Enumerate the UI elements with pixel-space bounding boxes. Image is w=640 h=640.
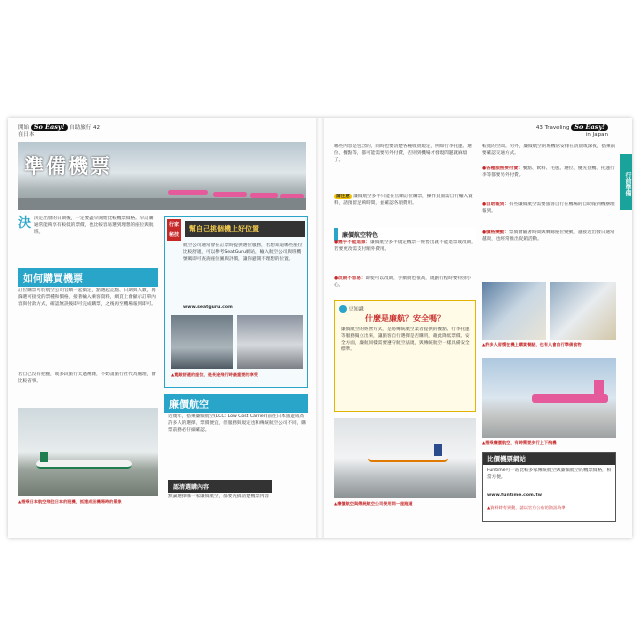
- page-number-right: 43: [535, 125, 543, 131]
- runway-photo: [334, 418, 476, 498]
- tip-label: 行家 秘技: [167, 219, 181, 241]
- book-spread: [8, 118, 632, 538]
- section-lcc-title: 廉價航空: [164, 394, 308, 413]
- feature-2: ●改期不容易：即使可以改期，手續費也很高，規劃行程時要特別小心。: [334, 276, 472, 288]
- subsection-title: 認清選購內容: [168, 480, 272, 493]
- notice-block: [334, 194, 476, 224]
- buy-text-2: 若自己沒有把握，或多段旅行太過複雜，不妨請旅行社代為處理，會比較省事。: [18, 372, 156, 384]
- photo1-caption: ▲搭乘日本航空飛往日本的班機，抵達成田機場時的景象: [18, 499, 122, 504]
- info-icon: [339, 305, 347, 313]
- lcc-text: 近幾年，搭乘廉價航空(LCC: Low Cost Carrier)前往日本旅遊成為許多人的選擇，票價便宜，但服務與規定也和傳統航空公司不同，購票前務必仔細確認。: [168, 414, 306, 433]
- drop-cap: 決: [18, 216, 32, 231]
- section-buy-title: 如何購買機票: [18, 268, 158, 287]
- airport-photo-1: [18, 408, 158, 496]
- tip-box: [164, 216, 308, 388]
- seat-photo-1: [171, 315, 233, 369]
- seat-photo-2: [237, 315, 303, 369]
- compare-text: Funtime可一站比較多家傳統航空與廉價航空的機票價格，相當方便。: [487, 468, 612, 480]
- header-small-text: 開始: [18, 125, 30, 131]
- compare-url[interactable]: www.funtime.com.tw: [487, 493, 542, 498]
- item-3: ●價格變動：票價會隨著時間與剩餘座位變動，越接近出發日通常越貴，也經常推出促銷活動。: [482, 230, 615, 242]
- title-banner-photo: [18, 142, 306, 210]
- feature-1: ●幾乎不能退票：廉價航空多半規定機票一經售出就不能退票或改期，若要更改需支付額外費用。: [334, 240, 476, 252]
- item-1: ●各種服務要付費：餐點、飲料、毛毯、選位、優先登機、托運行李等都要另外付費。: [482, 166, 615, 178]
- header-series-right: Traveling: [544, 125, 570, 131]
- question-title: 什麼是廉航？安全嗎？: [365, 314, 445, 323]
- left-page-header: [18, 124, 100, 139]
- meal-photo-1: [482, 282, 546, 340]
- compare-note: ▲資料時有異動，請以官方公布的資訊為準: [487, 505, 566, 510]
- series-logo-right: So Easy!: [571, 124, 608, 131]
- series-logo: So Easy!: [31, 124, 68, 131]
- subsection-text: 無論選擇哪一家廉價航空，都要先搞清楚機票內容: [168, 494, 270, 499]
- right-page: [322, 118, 632, 538]
- question-box: [334, 300, 476, 412]
- tip-text: 航空公司通常會在訂票時提供選位服務，若想知道哪些座位比較舒適，可以參考SeatGuru網站，輸入航空公司與班機號碼即可查詢座位圖與評價，讓你避開不理想的位置。: [183, 243, 303, 262]
- buy-text: 訂位購票可於航空公司官網一起搞定，點選起訖點、日期與人數，再篩選可接受的票種和價格，接著輸入乘客資料，網頁上會顯示訂單內容與付款方式，確認無誤後即可完成購票，之後再至機場報到即可。: [18, 288, 156, 307]
- page-number: 42: [93, 125, 101, 131]
- question-text: 廉價航空的經營方式，是將傳統航空業者提供的餐點、行李托運等服務獨立出來，讓旅客自行選擇是否購買，藉此降低票價。安全方面，廉航同樣需要遵守航空法規，與傳統航空一樣具備安全標準。: [341, 327, 470, 353]
- photo2-caption: ▲寬敞舒適的座位，是長途飛行時最重要的享受: [171, 372, 258, 377]
- top-text: 哪些內容是包含的，同時也要清楚各種收費規定，例如行李托運、選位、餐點等，都可能需要另外付費，否則到機場才發現問題就麻煩了。: [334, 144, 472, 163]
- compare-box: [482, 452, 616, 522]
- tarmac-photo: [482, 358, 616, 438]
- tip-url: www.seatguru.com: [183, 305, 233, 310]
- question-label: 豆知識: [339, 305, 364, 313]
- photo-jet-caption: ▲廉價航空與傳統航空公司使用同一座跑道: [334, 501, 413, 506]
- left-page: [8, 118, 318, 538]
- header-series: 自助旅行: [69, 125, 92, 131]
- side-tab: 行前準備: [620, 154, 632, 210]
- notice-text: 廉價航空多半只能在官網訂位購票，操作頁面需自行輸入資料，請預留足夠時間，並確認各項費用。: [334, 194, 473, 206]
- item-2: ●自助報到：有些廉價航空需要旅客自行在機場的自助報到機辦理報到。: [482, 202, 615, 214]
- meal-photo-2: [550, 282, 616, 340]
- page-title: 準備機票: [24, 154, 112, 178]
- lcc-features-title: 廉價航空特色: [334, 228, 476, 241]
- compare-title: 比價機票網站: [483, 453, 615, 465]
- col2-text-1: 較寬的空間。另外，廉價航空的班機常安排在清晨或深夜，搭乘前要確認交通方式。: [482, 144, 616, 156]
- right-page-header: [536, 124, 608, 139]
- intro-text: 決定出發的日期後，一定要盡早開始比較機票價格。早訂購通常能夠享有較低的票價，也比較容易選到理想的座位與航班。: [34, 216, 154, 235]
- header-sub-right: in Japan: [585, 132, 608, 138]
- notice-label: 請注意: [336, 194, 350, 199]
- tip-title: 幫自己挑個機上好位置: [185, 221, 305, 237]
- photo-tarmac-caption: ▲搭乘廉價航空，有時需要步行上下飛機: [482, 440, 557, 445]
- header-sub: 在日本: [18, 132, 35, 138]
- photo-meal-caption: ▲許多人習慣在機上購買餐點，也有人會自行準備食物: [482, 342, 582, 347]
